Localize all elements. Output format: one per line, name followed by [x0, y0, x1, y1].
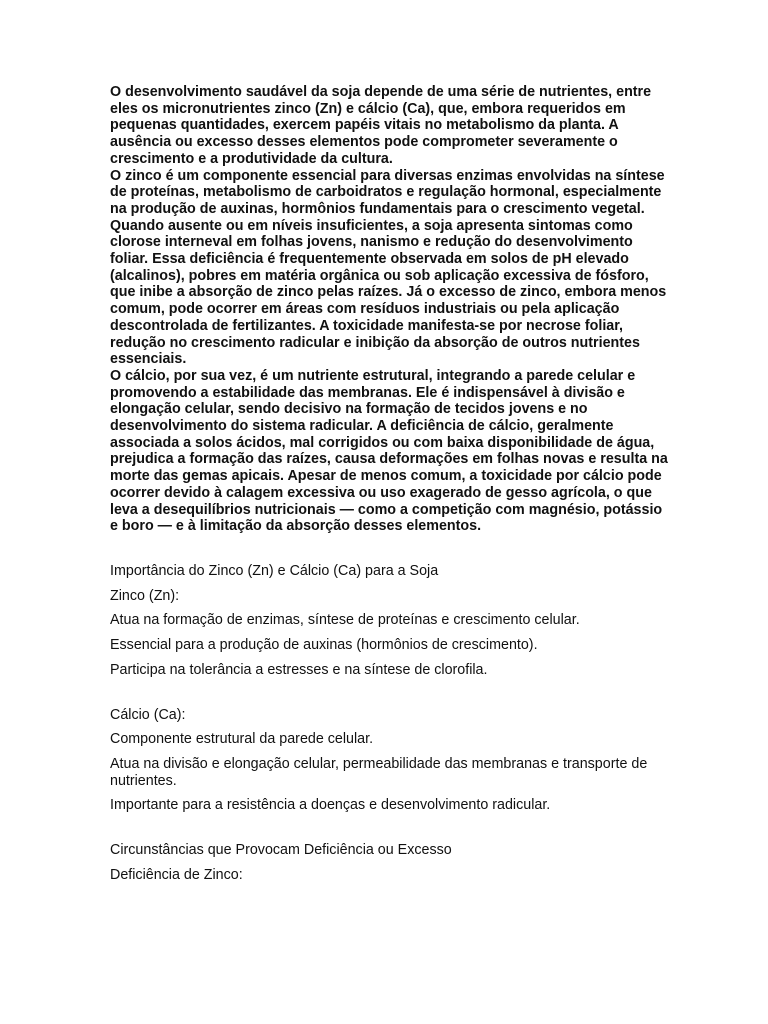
zinc-item-1: Atua na formação de enzimas, síntese de proteínas e crescimento celular.	[110, 612, 580, 629]
calcium-label: Cálcio (Ca):	[110, 706, 186, 723]
calcium-item-2: Atua na divisão e elongação celular, permeabilidade das membranas e transporte de nutrientes.	[110, 755, 648, 789]
intro-paragraph-2: O zinco é um componente essencial para diversas enzimas envolvidas na síntese de proteínas, metabolismo de carboidratos e regulação hormonal, especialmente na produção de auxinas, hormônios fundamentais para o crescimento vegetal. Quando ausente ou em níveis insuficientes, a soja apresenta sintomas como clorose interneval em folhas jovens, nanismo e redução do desenvolvimento foliar. Essa deficiência é frequentemente observada em solos de pH elevado (alcalinos), pobres em matéria orgânica ou sob aplicação excessiva de fósforo, que inibe a absorção de zinco pelas raízes. Já o excesso de zinco, embora menos comum, pode ocorrer em áreas com resíduos industriais ou pela aplicação descontrolada de fertilizantes. A toxicidade manifesta-se por necrose foliar, redução no crescimento radicular e inibição da absorção de outros nutrientes essenciais.	[110, 167, 667, 368]
section-title-circumstances: Circunstâncias que Provocam Deficiência ou Excesso	[110, 842, 452, 859]
intro-paragraph-3: O cálcio, por sua vez, é um nutriente estrutural, integrando a parede celular e promovendo a estabilidade das membranas. Ele é indispensável à divisão e elongação celular, sendo decisivo na formação de tecidos jovens e no desenvolvimento do sistema radicular. A deficiência de cálcio, geralmente associada a solos ácidos, mal corrigidos ou com baixa disponibilidade de água, prejudica a formação das raízes, causa deformações em folhas novas e resulta na morte das gemas apicais. Apesar de menos comum, a toxicidade por cálcio pode ocorrer devido à calagem excessiva ou uso exagerado de gesso agrícola, o que leva a desequilíbrios nutricionais — como a competição com magnésio, potássio e boro — e à limitação da absorção desses elementos.	[110, 367, 668, 535]
calcium-item-3: Importante para a resistência a doenças e desenvolvimento radicular.	[110, 797, 551, 814]
zinc-item-2: Essencial para a produção de auxinas (hormônios de crescimento).	[110, 637, 538, 654]
zinc-item-3: Participa na tolerância a estresses e na síntese de clorofila.	[110, 661, 488, 678]
zinc-label: Zinco (Zn):	[110, 587, 180, 604]
section-title-importance: Importância do Zinco (Zn) e Cálcio (Ca) para a Soja	[110, 562, 439, 579]
document-page	[110, 84, 670, 883]
intro-text	[110, 84, 670, 535]
zinc-deficiency-label: Deficiência de Zinco:	[110, 866, 243, 883]
intro-paragraph-1: O desenvolvimento saudável da soja depende de uma série de nutrientes, entre eles os micronutrientes zinco (Zn) e cálcio (Ca), que, embora requeridos em pequenas quantidades, exercem papéis vitais no metabolismo da planta. A ausência ou excesso desses elementos pode comprometer severamente o crescimento e a produtividade da cultura.	[110, 84, 652, 167]
calcium-item-1: Componente estrutural da parede celular.	[110, 731, 374, 748]
